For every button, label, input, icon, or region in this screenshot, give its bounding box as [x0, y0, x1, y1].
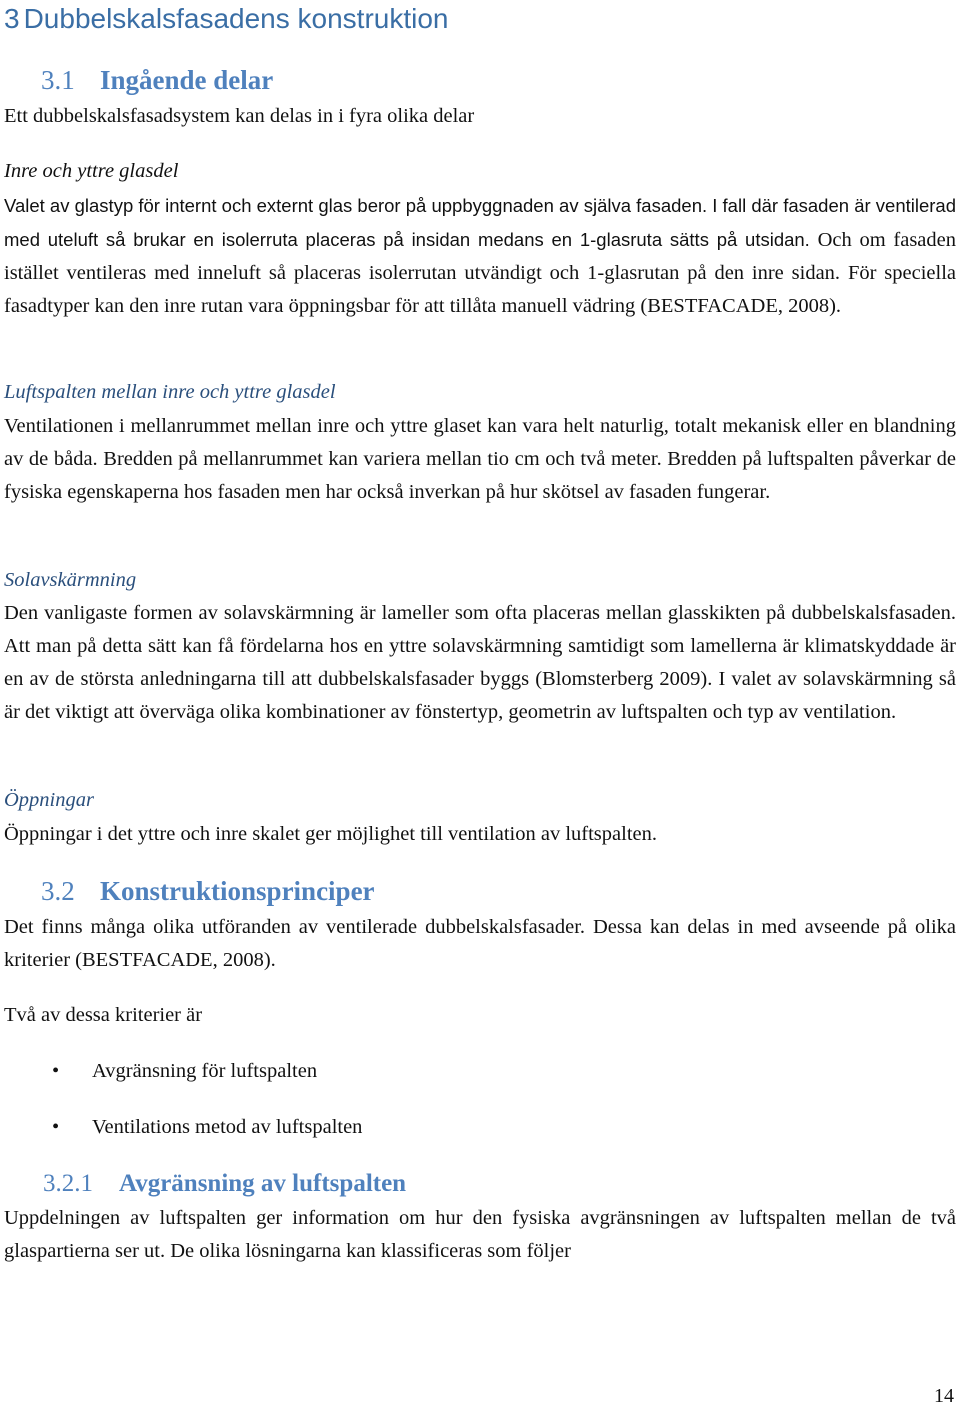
paragraph-avgransning: Uppdelningen av luftspalten ger information om hur den fysiska avgränsningen av luftspalten mellan de två glaspartierna ser ut. De olika lösningarna kan klassificeras som följer: [4, 1207, 956, 1262]
sentence-3: För speciella fasadtyper kan den inre rutan vara öppningsbar för att tillåta manuell vädring (BESTFACADE, 2008).: [4, 262, 956, 317]
page-number: 14: [934, 1385, 954, 1407]
section-number: 3.2: [41, 876, 75, 906]
paragraph-luftspalten: Ventilationen i mellanrummet mellan inre och yttre glaset kan vara helt naturlig, totalt mekanisk eller en blandning av de båda. Bredden på mellanrummet kan variera mellan tio cm och två meter. Bredden på luftspalten påverkar de fysiska egenskaperna hos fasaden men har också inverkan på hur skötsel av fasaden fungerar.: [4, 415, 956, 503]
paragraph-oppningar: Öppningar i det yttre och inre skalet ger möjlighet till ventilation av luftspalten.: [4, 823, 657, 845]
paragraph-glasdel: Valet av glastyp för internt och externt glas beror på uppbyggnaden av själva fasaden. I fall där fasaden är ventilerad med uteluft så brukar en isolerruta placeras på insidan medans en 1-glasruta sätts på utsidan. Och om fasaden istället ventileras med inneluft så placeras isolerrutan utvändigt och 1-glasrutan på den inre sidan. För speciella fasadtyper kan den inre rutan vara öppningsbar för att tillåta manuell vädring (BESTFACADE, 2008).: [4, 195, 957, 317]
section-number: 3.1: [41, 65, 75, 95]
section-number: 3.2.1: [43, 1170, 93, 1197]
subheading-luftspalten: Luftspalten mellan inre och yttre glasdel: [4, 381, 336, 403]
paragraph-konstruktionsprinciper: Det finns många olika utföranden av ventilerade dubbelskalsfasader. Dessa kan delas in med avseende på olika kriterier (BESTFACADE, 2008).: [4, 916, 956, 971]
chapter-title: Dubbelskalsfasadens konstruktion: [23, 3, 449, 34]
list-item-text: Ventilations metod av luftspalten: [92, 1116, 363, 1138]
section-3-1-heading: [41, 64, 960, 96]
section-title: Avgränsning av luftspalten: [119, 1170, 407, 1197]
section-title: Ingående delar: [100, 65, 274, 95]
section-3-2-1-heading: [43, 1168, 960, 1200]
criteria-intro: Två av dessa kriterier är: [4, 1004, 203, 1026]
section-title: Konstruktionsprinciper: [100, 876, 375, 906]
list-item-text: Avgränsning för luftspalten: [92, 1060, 318, 1082]
section-3-1-intro: Ett dubbelskalsfasadsystem kan delas in i fyra olika delar: [4, 105, 475, 127]
bullet-icon: •: [52, 1060, 60, 1082]
chapter-number: 3: [4, 3, 20, 34]
chapter-heading: [4, 0, 956, 38]
paragraph-solavskarmning: Den vanligaste formen av solavskärmning är lameller som ofta placeras mellan glasskikten på dubbelskalsfasaden. Att man på detta sätt kan få fördelarna hos en yttre solavskärmning samtidigt som lamellerna är klimatskyddade är en av de största anledningarna till att dubbelskalsfasader byggs (Blomsterberg 2009). I valet av solavskärmning så är det viktigt att överväga olika kombinationer av fönstertyp, geometrin av luftspalten och typ av ventilation.: [4, 602, 956, 723]
sentence-1: I fall där fasaden är ventilerad med uteluft så brukar en isolerruta placeras på insidan medans en 1-glasruta sätts på utsidan.: [4, 195, 956, 250]
bullet-icon: •: [52, 1116, 60, 1138]
sentence-2: Och om fasaden istället ventileras med inneluft så placeras isolerrutan utvändigt och 1-glasrutan på den inre sidan.: [4, 229, 957, 284]
subheading-solavskarmning: Solavskärmning: [4, 569, 137, 591]
section-3-2-heading: [41, 875, 960, 907]
subheading-oppningar: Öppningar: [4, 789, 94, 811]
subheading-glasdel: Inre och yttre glasdel: [4, 160, 179, 182]
